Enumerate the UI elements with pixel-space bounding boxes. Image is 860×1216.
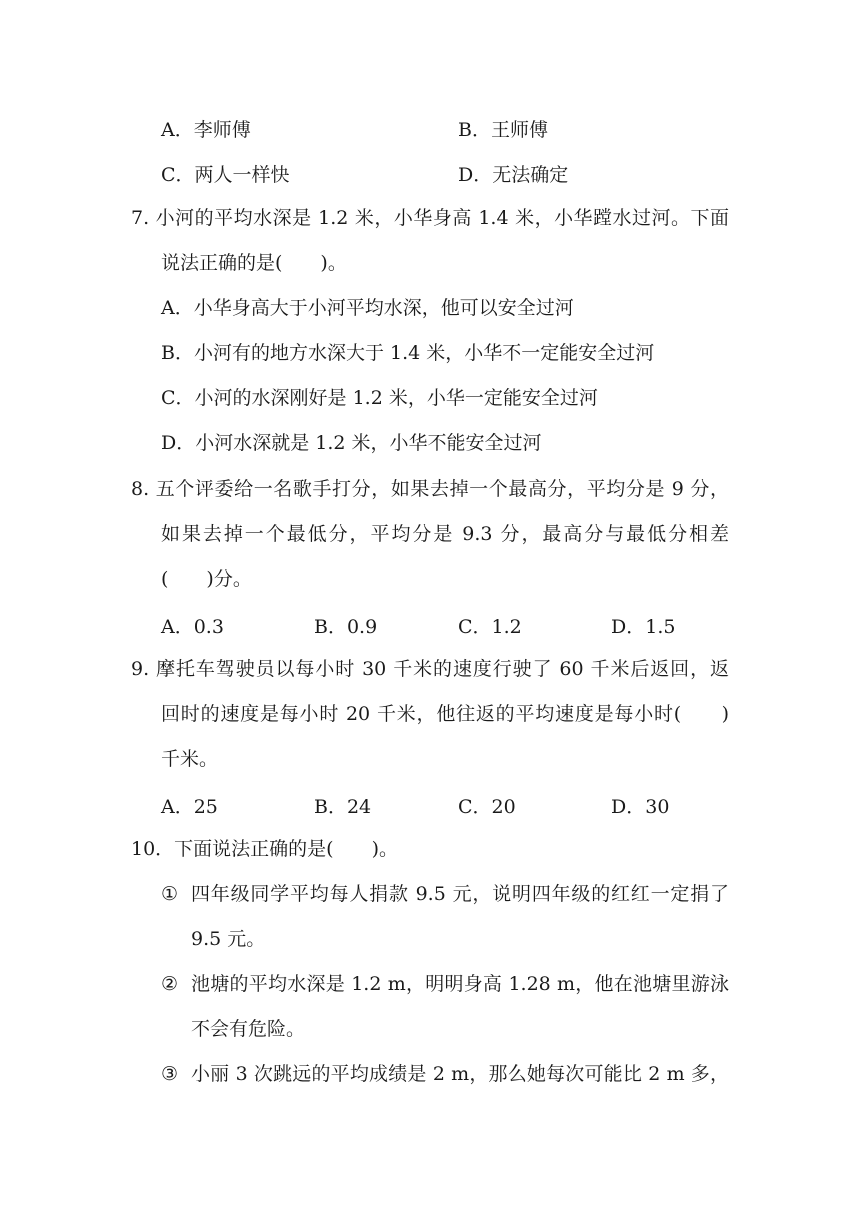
q9-stem-line1: 9. 摩托车驾驶员以每小时 30 千米的速度行驶了 60 千米后返回，返: [131, 658, 729, 680]
q9-stem-line3: 千米。: [161, 748, 219, 770]
q10-statement-1-marker: ①: [161, 883, 179, 905]
q8-option-d: D．1.5: [611, 616, 676, 638]
q7-option-c: C．小河的水深刚好是 1.2 米，小华一定能安全过河: [161, 387, 598, 409]
q10-statement-2-line1: 池塘的平均水深是 1.2 m，明明身高 1.28 m，他在池塘里游泳: [191, 973, 729, 995]
q6-option-b: B．王师傅: [458, 119, 548, 141]
q9-option-a: A．25: [161, 796, 218, 818]
q7-stem-line1: 7. 小河的平均水深是 1.2 米，小华身高 1.4 米，小华蹚水过河。下面: [131, 207, 729, 229]
q8-stem-line3: ( )分。: [161, 568, 252, 590]
q8-option-c: C．1.2: [458, 616, 522, 638]
q10-statement-2-line2: 不会有危险。: [191, 1018, 306, 1040]
q6-option-c: C．两人一样快: [161, 164, 290, 186]
q8-option-a: A．0.3: [161, 616, 224, 638]
q8-stem-line2: 如果去掉一个最低分，平均分是 9.3 分，最高分与最低分相差: [161, 523, 729, 545]
q9-option-d: D．30: [611, 796, 670, 818]
q9-stem-line2: 回时的速度是每小时 20 千米，他往返的平均速度是每小时( ): [161, 703, 729, 725]
q9-option-b: B．24: [314, 796, 372, 818]
q10-statement-1-line2: 9.5 元。: [191, 928, 266, 950]
q10-statement-1-line1: 四年级同学平均每人捐款 9.5 元，说明四年级的红红一定捐了: [191, 883, 729, 905]
q9-option-c: C．20: [458, 796, 516, 818]
q6-option-d: D．无法确定: [458, 164, 569, 186]
q8-option-b: B．0.9: [314, 616, 378, 638]
q7-option-d: D．小河水深就是 1.2 米，小华不能安全过河: [161, 432, 542, 454]
q8-stem-line1: 8. 五个评委给一名歌手打分，如果去掉一个最高分，平均分是 9 分，: [131, 478, 729, 500]
q10-statement-3-marker: ③: [161, 1063, 179, 1085]
q6-option-a: A．李师傅: [161, 119, 251, 141]
q10-statement-3-line1: 小丽 3 次跳远的平均成绩是 2 m，那么她每次可能比 2 m 多，: [191, 1063, 729, 1085]
q10-stem: 10．下面说法正确的是( )。: [131, 838, 399, 860]
q7-stem-line2: 说法正确的是( )。: [161, 252, 347, 274]
q7-option-a: A．小华身高大于小河平均水深，他可以安全过河: [161, 297, 574, 319]
q7-option-b: B．小河有的地方水深大于 1.4 米，小华不一定能安全过河: [161, 342, 655, 364]
q10-statement-2-marker: ②: [161, 973, 179, 995]
